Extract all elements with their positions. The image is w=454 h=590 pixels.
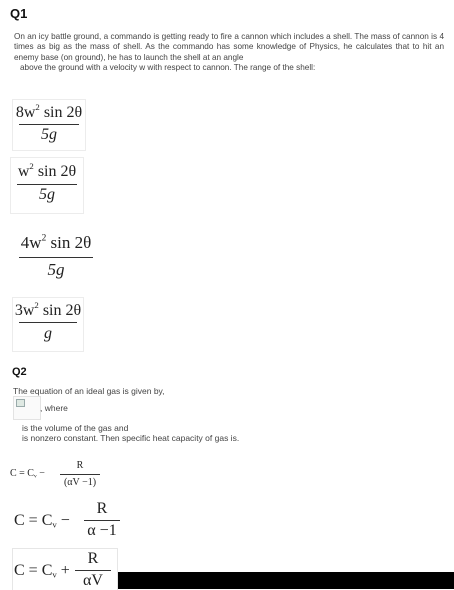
q2-option-1-denominator: (αV −1) (63, 477, 97, 488)
question-2-intro: The equation of an ideal gas is given by, (13, 386, 165, 396)
q1-option-4-numerator: $3w^2$ sin 2θ (14, 299, 82, 319)
q2-option-1-lhs: $C = C_v$ − (10, 468, 45, 480)
fraction-bar (84, 520, 120, 521)
q1-option-3-denominator: 5g (47, 260, 65, 279)
q1-option-2-denominator: 5g (39, 186, 55, 203)
question-2-tail-line-2: is nonzero constant. Then specific heat capacity of gas is. (22, 433, 240, 443)
q2-option-2[interactable] (14, 500, 124, 545)
q2-option-3-numerator: R (87, 550, 99, 567)
question-2-tail (22, 423, 239, 443)
fraction-bar (19, 124, 79, 125)
fraction-bar (75, 570, 111, 571)
question-2-where: , where (40, 403, 68, 413)
question-2-tail-line-1: is the volume of the gas and (22, 423, 129, 433)
q2-option-1[interactable] (10, 458, 110, 498)
fraction-bar (19, 257, 93, 258)
fraction-bar (60, 474, 100, 475)
q1-option-2[interactable] (10, 157, 84, 214)
q1-option-4-denominator: g (44, 325, 52, 342)
question-1-title: Q1 (10, 6, 28, 21)
q1-option-1[interactable] (12, 99, 86, 151)
question-1-text-continuation: above the ground with a velocity w with respect to cannon. The range of the shell: (20, 62, 316, 72)
question-1-text (14, 32, 444, 73)
q1-option-1-denominator: 5g (41, 126, 57, 143)
q2-option-2-numerator: R (96, 500, 108, 517)
q1-option-3[interactable] (12, 226, 100, 288)
q2-option-2-lhs: $C = C_v$ − (14, 512, 70, 530)
image-placeholder-icon (16, 399, 25, 407)
q1-option-4[interactable] (12, 297, 84, 352)
q2-option-2-denominator: α −1 (87, 522, 117, 539)
fraction-bar (17, 184, 77, 185)
q2-option-3[interactable] (12, 548, 118, 590)
q1-option-1-numerator: $8w^2$ sin 2θ (15, 101, 83, 121)
q2-option-3-denominator: αV (83, 572, 103, 589)
bottom-black-bar (118, 572, 454, 589)
q1-option-2-numerator: $w^2$ sin 2θ (17, 160, 77, 180)
q2-option-1-numerator: R (76, 460, 84, 471)
fraction-bar (19, 322, 77, 323)
q1-option-3-numerator: $4w^2$ sin 2θ (20, 233, 92, 252)
question-1-text-main: On an icy battle ground, a commando is getting ready to fire a cannon which includes a shell. The mass of cannon is 4 times as big as the mass of shell. As the commando has some knowledge of Physics, he calculates that to hit an enemy base (on ground), he has to launch the shell at an angle (14, 32, 444, 62)
q2-option-3-lhs: $C = C_v$ + (14, 562, 70, 580)
broken-image-icon (13, 396, 41, 420)
question-2-title: Q2 (12, 366, 27, 378)
